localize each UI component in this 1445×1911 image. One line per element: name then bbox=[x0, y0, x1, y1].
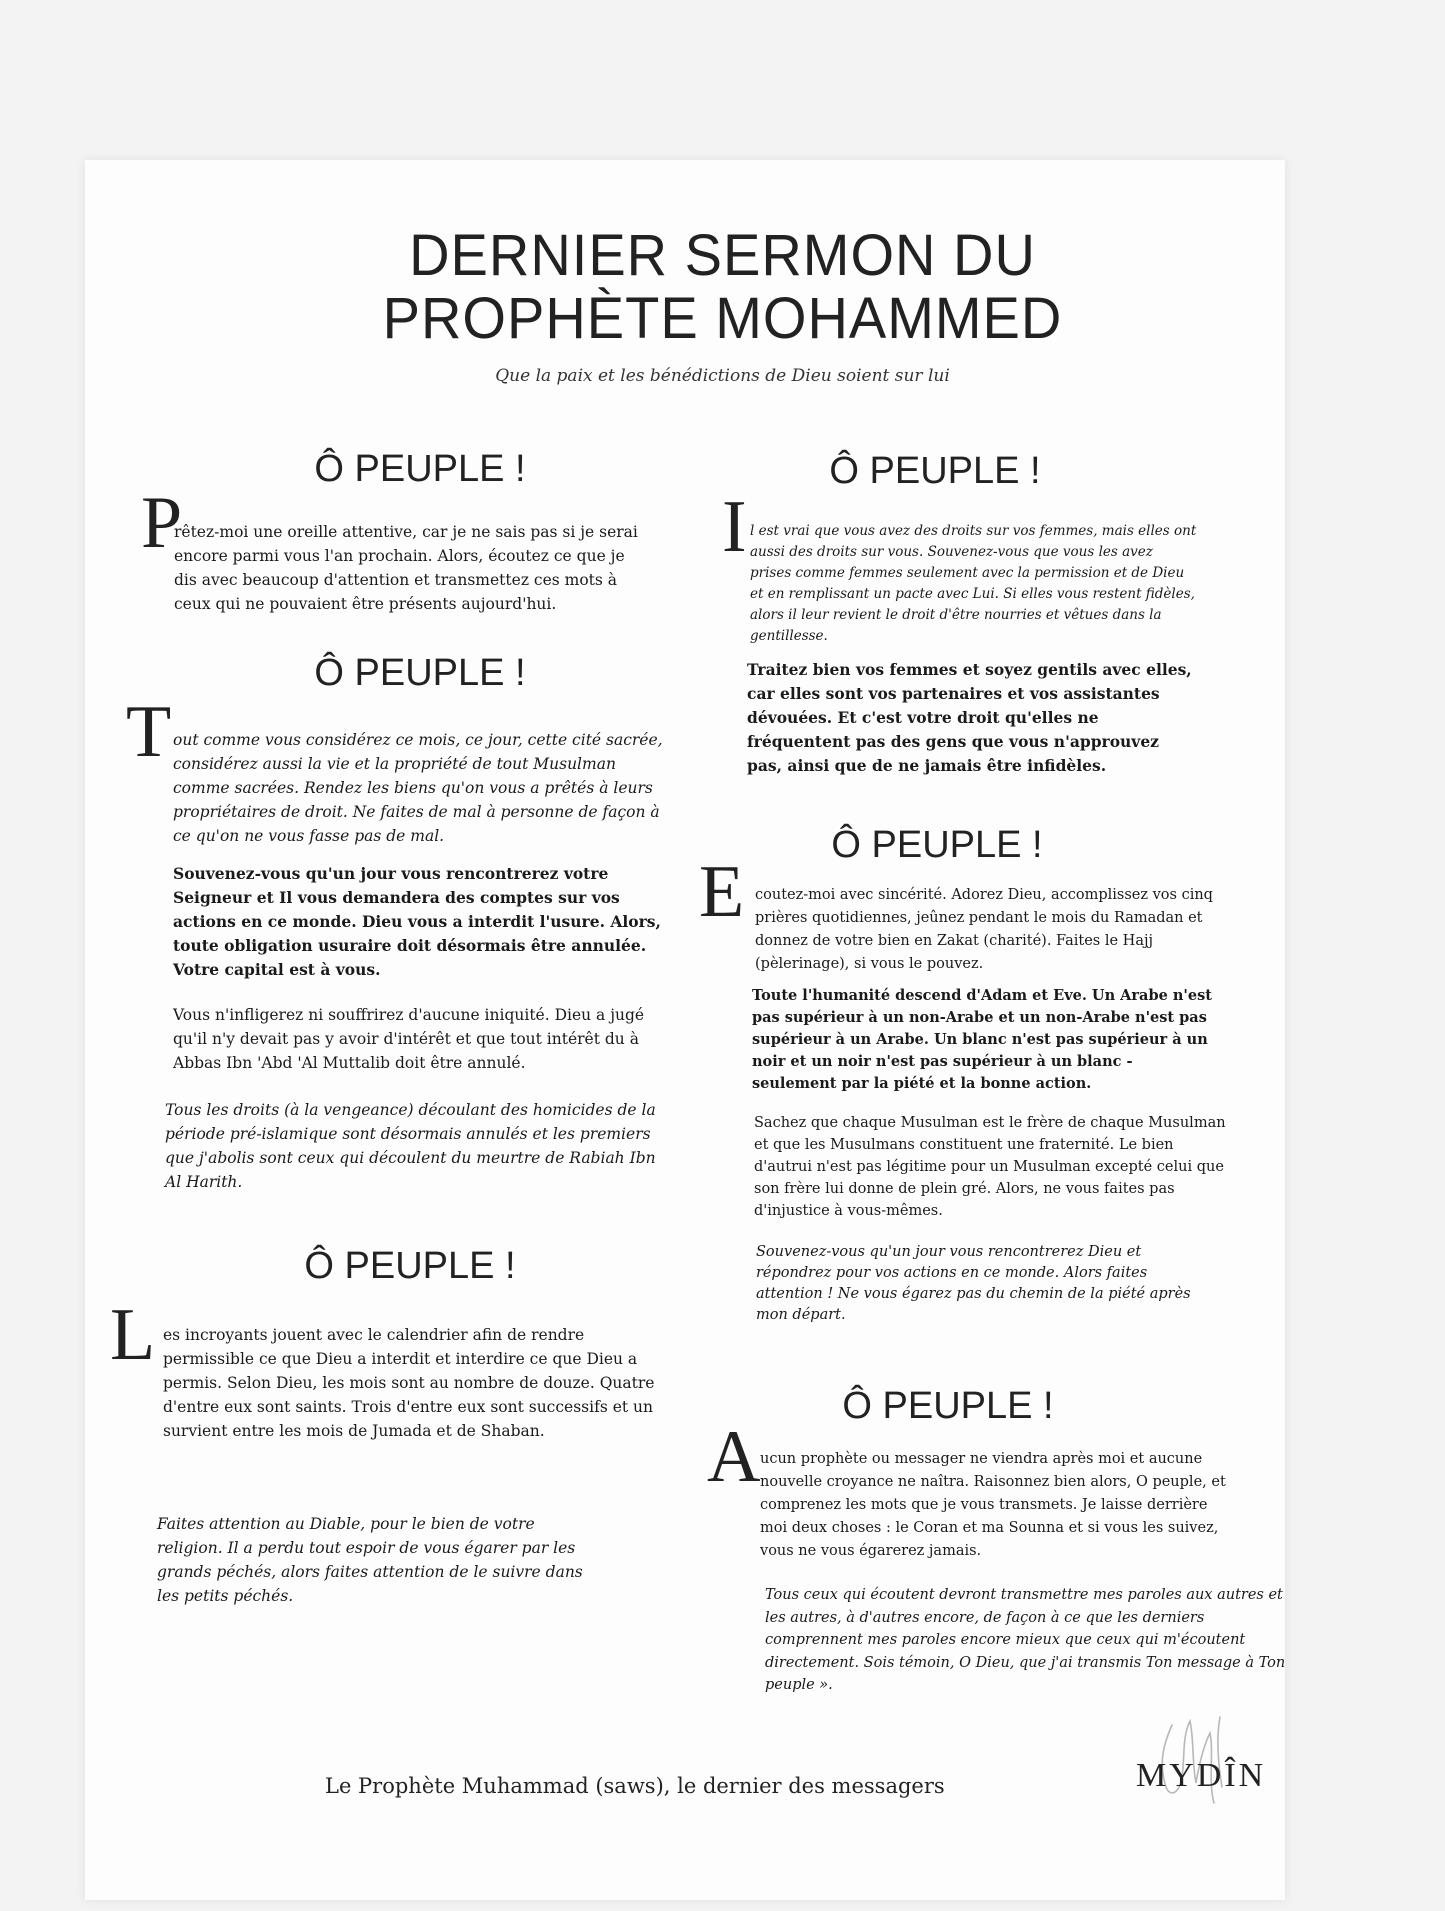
subtitle: Que la paix et les bénédictions de Dieu soient sur lui bbox=[495, 366, 950, 386]
paragraph: out comme vous considérez ce mois, ce jour, cette cité sacrée, considérez aussi la vie et la propriété de tout Musulman comme sacrées. Rendez les biens qu'on vous a prêtés à leurs propriétaires de droit. Ne faites de mal à personne de façon à ce qu'on ne vous fasse pas de mal. bbox=[173, 731, 663, 845]
dropcap: I bbox=[722, 486, 747, 568]
title-line-1: DERNIER SERMON DU bbox=[409, 221, 1036, 288]
dropcap: P bbox=[141, 482, 183, 564]
paragraph: Traitez bien vos femmes et soyez gentils avec elles, car elles sont vos partenaires et vos assistantes dévouées. Et c'est votre droit qu'elles ne fréquentent pas des gens que vous n'approuvez pas, ainsi que de ne jamais être infidèles. bbox=[747, 660, 1192, 775]
dropcap: L bbox=[110, 1294, 156, 1376]
paragraph: ucun prophète ou messager ne viendra après moi et aucune nouvelle croyance ne naîtra. Raisonnez bien alors, O peuple, et comprenez les mots que je vous transmets. Je laisse derrière moi deux choses : le Coran et ma Sounna et si vous les suivez, vous ne vous égarerez jamais. bbox=[760, 1451, 1226, 1559]
footer-caption: Le Prophète Muhammad (saws), le dernier des messagers bbox=[325, 1774, 945, 1798]
section-heading: Ô PEUPLE ! bbox=[842, 1385, 1054, 1427]
section-heading: Ô PEUPLE ! bbox=[314, 448, 526, 490]
paragraph: Faites attention au Diable, pour le bien de votre religion. Il a perdu tout espoir de vous égarer par les grands péchés, alors faites attention de le suivre dans les petits péchés. bbox=[157, 1515, 583, 1605]
paragraph: Souvenez-vous qu'un jour vous rencontrerez votre Seigneur et Il vous demandera des comptes sur vos actions en ce monde. Dieu vous a interdit l'usure. Alors, toute obligation usuraire doit désormais être annulée. Votre capital est à vous. bbox=[173, 864, 661, 979]
brand-logo: MYDÎN bbox=[1136, 1757, 1267, 1794]
dropcap: T bbox=[126, 691, 172, 773]
paragraph: es incroyants jouent avec le calendrier afin de rendre permissible ce que Dieu a interdit et interdire ce que Dieu a permis. Selon Dieu, les mois sont au nombre de douze. Quatre d'entre eux sont saints. Trois d'entre eux sont successifs et un survient entre les mois de Jumada et de Shaban. bbox=[163, 1326, 655, 1440]
dropcap: A bbox=[707, 1416, 761, 1498]
section-heading: Ô PEUPLE ! bbox=[831, 824, 1043, 866]
paragraph: Toute l'humanité descend d'Adam et Eve. Un Arabe n'est pas supérieur à un non-Arabe et un non-Arabe n'est pas supérieur à un Arabe. Un blanc n'est pas supérieur à un noir et un noir n'est pas supérieur à un blanc - seulement par la piété et la bonne action. bbox=[752, 987, 1212, 1092]
dropcap: E bbox=[699, 851, 745, 933]
paragraph: Tous les droits (à la vengeance) découlant des homicides de la période pré-islamique sont désormais annulés et les premiers que j'abolis sont ceux qui découlent du meurtre de Rabiah Ibn Al Harith. bbox=[165, 1101, 656, 1191]
paragraph: Tous ceux qui écoutent devront transmettre mes paroles aux autres et les autres, à d'autres encore, de façon à ce que les derniers comprennent mes paroles encore mieux que ceux qui m'écoutent directement. Sois témoin, O Dieu, que j'ai transmis Ton message à Ton peuple ». bbox=[765, 1587, 1286, 1693]
paragraph: l est vrai que vous avez des droits sur vos femmes, mais elles ont aussi des droits sur vous. Souvenez-vous que vous les avez prises comme femmes seulement avec la permission et de Dieu et en remplissant un pacte avec Lui. Si elles vous restent fidèles, alors il leur revient le droit d'être nourries et vêtues dans la gentillesse. bbox=[750, 523, 1197, 644]
paragraph: coutez-moi avec sincérité. Adorez Dieu, accomplissez vos cinq prières quotidiennes, jeûnez pendant le mois du Ramadan et donnez de votre bien en Zakat (charité). Faites le Hajj (pèlerinage), si vous le pouvez. bbox=[755, 887, 1213, 972]
section-heading: Ô PEUPLE ! bbox=[304, 1245, 516, 1287]
paragraph: rêtez-moi une oreille attentive, car je ne sais pas si je serai encore parmi vous l'an prochain. Alors, écoutez ce que je dis avec beaucoup d'attention et transmettez ces mots à ceux qui ne pouvaient être présents aujourd'hui. bbox=[174, 523, 638, 613]
section-heading: Ô PEUPLE ! bbox=[829, 450, 1041, 492]
title-line-2: PROPHÈTE MOHAMMED bbox=[382, 284, 1063, 351]
section-heading: Ô PEUPLE ! bbox=[314, 652, 526, 694]
paragraph: Sachez que chaque Musulman est le frère de chaque Musulman et que les Musulmans constituent une fraternité. Le bien d'autrui n'est pas légitime pour un Musulman excepté celui que son frère lui donne de plein gré. Alors, ne vous faites pas d'injustice à vous-mêmes. bbox=[754, 1115, 1226, 1219]
paragraph: Vous n'infligerez ni souffrirez d'aucune iniquité. Dieu a jugé qu'il n'y devait pas y avoir d'intérêt et que tout intérêt du à Abbas Ibn 'Abd 'Al Muttalib doit être annulé. bbox=[173, 1006, 645, 1072]
paragraph: Souvenez-vous qu'un jour vous rencontrerez Dieu et répondrez pour vos actions en ce monde. Alors faites attention ! Ne vous égarez pas du chemin de la piété après mon départ. bbox=[756, 1244, 1191, 1323]
